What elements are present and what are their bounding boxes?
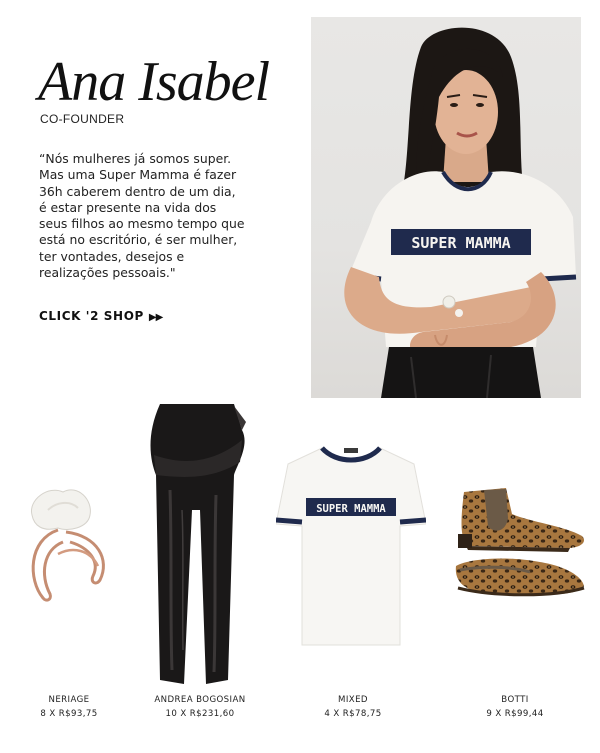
- ring-icon: [18, 470, 118, 620]
- hero-quote: “Nós mulheres já somos super. Mas uma Super Mamma é fazer 36h caberem dentro de um dia, é estar presente na vida dos seus filhos ao mesmo tempo que está no escritório, é ser mulher, ter vontades, desejos e realizações pessoais.": [39, 151, 245, 281]
- cta-label: CLICK '2 SHOP: [39, 309, 144, 323]
- leather-pants-icon: [142, 400, 252, 690]
- ankle-boots-icon: [450, 484, 590, 604]
- woman-portrait-illustration: [311, 17, 581, 398]
- product-price-neriage: 8 X R$93,75: [40, 709, 98, 719]
- play-arrows-icon: ▶▶: [148, 312, 163, 323]
- shirt-text: SUPER MAMMA: [411, 234, 511, 252]
- product-neriage[interactable]: [18, 470, 118, 620]
- product-price-mixed: 4 X R$78,75: [324, 709, 382, 719]
- portrait-photo[interactable]: [311, 17, 581, 398]
- shirt-print-text: SUPER MAMMA: [316, 503, 386, 515]
- product-brand-mixed: MIXED: [338, 695, 368, 705]
- product-brand-neriage: NERIAGE: [48, 695, 90, 705]
- product-botti[interactable]: [450, 484, 590, 604]
- product-brand-andrea-bogosian: ANDREA BOGOSIAN: [154, 695, 246, 705]
- product-price-andrea-bogosian: 10 X R$231,60: [165, 709, 235, 719]
- click-to-shop-link[interactable]: [39, 309, 162, 323]
- hero-role: CO-FOUNDER: [40, 112, 125, 126]
- product-price-botti: 9 X R$99,44: [486, 709, 544, 719]
- product-andrea-bogosian[interactable]: [142, 400, 252, 690]
- product-mixed[interactable]: [276, 440, 426, 650]
- hero-name: Ana Isabel: [38, 51, 270, 113]
- product-brand-botti: BOTTI: [501, 695, 529, 705]
- tshirt-icon: [276, 440, 426, 650]
